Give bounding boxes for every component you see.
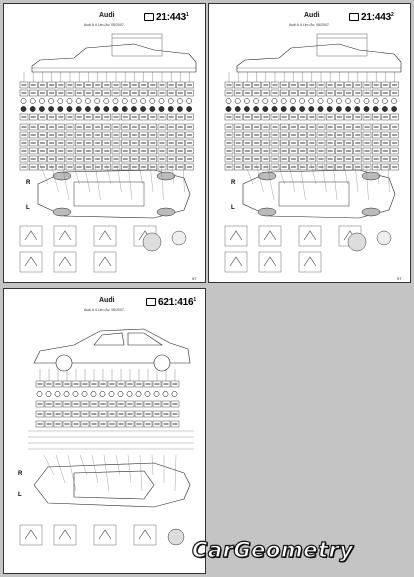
bolt-icon	[30, 98, 35, 103]
bolt-icon	[159, 106, 164, 111]
figure-code-suffix: 2	[390, 12, 394, 18]
bolt-icon	[392, 106, 397, 111]
bolt-icon	[127, 391, 132, 396]
figure-code-suffix: 1	[193, 297, 196, 303]
side-label-left: L	[18, 492, 22, 498]
bolt-icon	[177, 98, 182, 103]
bolt-icon	[187, 98, 192, 103]
bolt-icon	[122, 98, 127, 103]
bolt-icon	[82, 391, 87, 396]
bolt-icon	[373, 98, 378, 103]
detail-inset	[225, 226, 247, 246]
bolt-icon	[73, 391, 78, 396]
bolt-icon	[373, 106, 378, 111]
bolt-icon	[113, 106, 118, 111]
measure-leader	[140, 455, 142, 491]
manual-page-2	[208, 3, 411, 283]
brand-name: Audi	[99, 12, 115, 19]
bolt-icon	[309, 106, 314, 111]
wheel-icon	[56, 355, 72, 371]
bolt-icon	[58, 106, 63, 111]
detail-inset	[259, 226, 281, 246]
model-subtitle: Audi A 4 Lim./Av. 08/2007-	[84, 23, 125, 27]
window-outline	[94, 333, 162, 345]
bolt-icon	[355, 98, 360, 103]
measure-leader	[56, 455, 65, 483]
bolt-icon	[346, 98, 351, 103]
bolt-icon	[136, 391, 141, 396]
measure-leader	[92, 455, 98, 483]
bolt-icon	[235, 106, 240, 111]
detail-circle	[143, 233, 161, 251]
bolt-icon	[263, 98, 268, 103]
detail-circle	[172, 231, 186, 245]
wheel-icon	[154, 355, 170, 371]
measure-leader	[152, 455, 153, 475]
bolt-icon	[141, 98, 146, 103]
wheel-icon	[258, 208, 276, 216]
bolt-icon	[392, 98, 397, 103]
figure-code-suffix: 1	[185, 12, 189, 18]
bolt-icon	[290, 98, 295, 103]
wheel-icon	[157, 172, 175, 180]
bolt-icon	[109, 391, 114, 396]
bolt-icon	[100, 391, 105, 396]
bolt-icon	[336, 98, 341, 103]
bolt-icon	[21, 106, 26, 111]
bolt-icon	[131, 106, 136, 111]
detail-circle	[168, 529, 184, 545]
bolt-icon	[272, 98, 277, 103]
side-label-right: R	[231, 180, 236, 186]
side-label-left: L	[26, 205, 30, 211]
bolt-icon	[118, 391, 123, 396]
bolt-icon	[39, 106, 44, 111]
detail-inset	[94, 226, 116, 246]
bolt-icon	[244, 98, 249, 103]
figure-code-value: 21:443	[361, 12, 391, 23]
detail-inset	[54, 525, 76, 545]
detail-inset	[94, 252, 116, 272]
bolt-icon	[327, 98, 332, 103]
model-subtitle: Audi A 4 Lim./Av. 08/2007-	[289, 23, 330, 27]
wheel-icon	[258, 172, 276, 180]
figure-code-value: 21:443	[156, 12, 186, 23]
bolt-icon	[272, 106, 277, 111]
site-watermark: CarGeometry	[192, 538, 354, 562]
underbody-diagram	[4, 4, 206, 283]
detail-inset	[54, 252, 76, 272]
floor-pan	[279, 182, 349, 206]
bolt-icon	[91, 391, 96, 396]
bolt-icon	[122, 106, 127, 111]
bolt-icon	[150, 106, 155, 111]
page-number: 97	[397, 276, 402, 281]
bolt-icon	[254, 98, 259, 103]
brand-name: Audi	[99, 297, 115, 304]
bolt-icon	[76, 106, 81, 111]
detail-inset	[20, 226, 42, 246]
detail-inset	[134, 525, 156, 545]
wheel-icon	[53, 172, 71, 180]
bolt-icon	[131, 98, 136, 103]
detail-inset	[299, 226, 321, 246]
bolt-icon	[95, 98, 100, 103]
bolt-icon	[235, 98, 240, 103]
detail-inset	[20, 525, 42, 545]
bolt-icon	[85, 98, 90, 103]
bolt-icon	[67, 98, 72, 103]
detail-inset	[54, 226, 76, 246]
bolt-icon	[37, 391, 42, 396]
bolt-icon	[226, 98, 231, 103]
bolt-icon	[355, 106, 360, 111]
body-side-diagram	[4, 289, 206, 574]
bolt-icon	[168, 98, 173, 103]
measure-leader	[80, 455, 87, 475]
measure-leader	[175, 455, 176, 491]
bolt-icon	[309, 98, 314, 103]
bolt-icon	[281, 98, 286, 103]
bolt-icon	[76, 98, 81, 103]
wheel-icon	[157, 208, 175, 216]
bolt-icon	[30, 106, 35, 111]
bolt-icon	[172, 391, 177, 396]
manual-page-3	[3, 288, 206, 574]
bolt-icon	[113, 98, 118, 103]
bolt-icon	[364, 98, 369, 103]
side-label-left: L	[231, 205, 235, 211]
bolt-icon	[145, 391, 150, 396]
bolt-icon	[318, 98, 323, 103]
bolt-icon	[346, 106, 351, 111]
bolt-icon	[327, 106, 332, 111]
bolt-icon	[55, 391, 60, 396]
bolt-icon	[85, 106, 90, 111]
measure-leader	[104, 455, 109, 491]
bolt-icon	[300, 106, 305, 111]
detail-inset	[20, 252, 42, 272]
page-number: 97	[192, 276, 197, 281]
bolt-icon	[254, 106, 259, 111]
brand-name: Audi	[304, 12, 320, 19]
bolt-icon	[95, 106, 100, 111]
bolt-icon	[382, 98, 387, 103]
bolt-icon	[150, 98, 155, 103]
floor-pan	[74, 182, 144, 206]
bolt-icon	[281, 106, 286, 111]
bolt-icon	[163, 391, 168, 396]
bolt-icon	[364, 106, 369, 111]
bolt-icon	[49, 98, 54, 103]
detail-inset	[94, 525, 116, 545]
bolt-icon	[244, 106, 249, 111]
bolt-icon	[177, 106, 182, 111]
roof-outline	[74, 471, 154, 499]
model-subtitle: Audi A 4 Lim./Av. 08/2007-	[84, 308, 125, 312]
bolt-icon	[159, 98, 164, 103]
bolt-icon	[318, 106, 323, 111]
wheel-icon	[362, 208, 380, 216]
bolt-icon	[39, 98, 44, 103]
measure-leader	[128, 455, 131, 483]
detail-inset	[259, 252, 281, 272]
bolt-icon	[141, 106, 146, 111]
bolt-icon	[290, 106, 295, 111]
bolt-icon	[226, 106, 231, 111]
bolt-icon	[104, 98, 109, 103]
bolt-icon	[154, 391, 159, 396]
detail-inset	[299, 252, 321, 272]
bolt-icon	[49, 106, 54, 111]
figure-code-value: 621:416	[158, 297, 194, 308]
bolt-icon	[67, 106, 72, 111]
car-top-outline	[34, 463, 190, 507]
measure-leader	[44, 455, 54, 475]
bolt-icon	[46, 391, 51, 396]
bolt-icon	[263, 106, 268, 111]
bolt-icon	[58, 98, 63, 103]
bolt-icon	[64, 391, 69, 396]
bolt-icon	[187, 106, 192, 111]
detail-circle	[377, 231, 391, 245]
bolt-icon	[300, 98, 305, 103]
wheel-icon	[362, 172, 380, 180]
bolt-icon	[21, 98, 26, 103]
side-label-right: R	[18, 471, 23, 477]
bolt-icon	[168, 106, 173, 111]
wheel-icon	[53, 208, 71, 216]
manual-page-1	[3, 3, 206, 283]
bolt-icon	[104, 106, 109, 111]
bolt-icon	[382, 106, 387, 111]
side-label-right: R	[26, 180, 31, 186]
underbody-diagram	[209, 4, 411, 283]
bolt-icon	[336, 106, 341, 111]
detail-inset	[225, 252, 247, 272]
detail-circle	[348, 233, 366, 251]
